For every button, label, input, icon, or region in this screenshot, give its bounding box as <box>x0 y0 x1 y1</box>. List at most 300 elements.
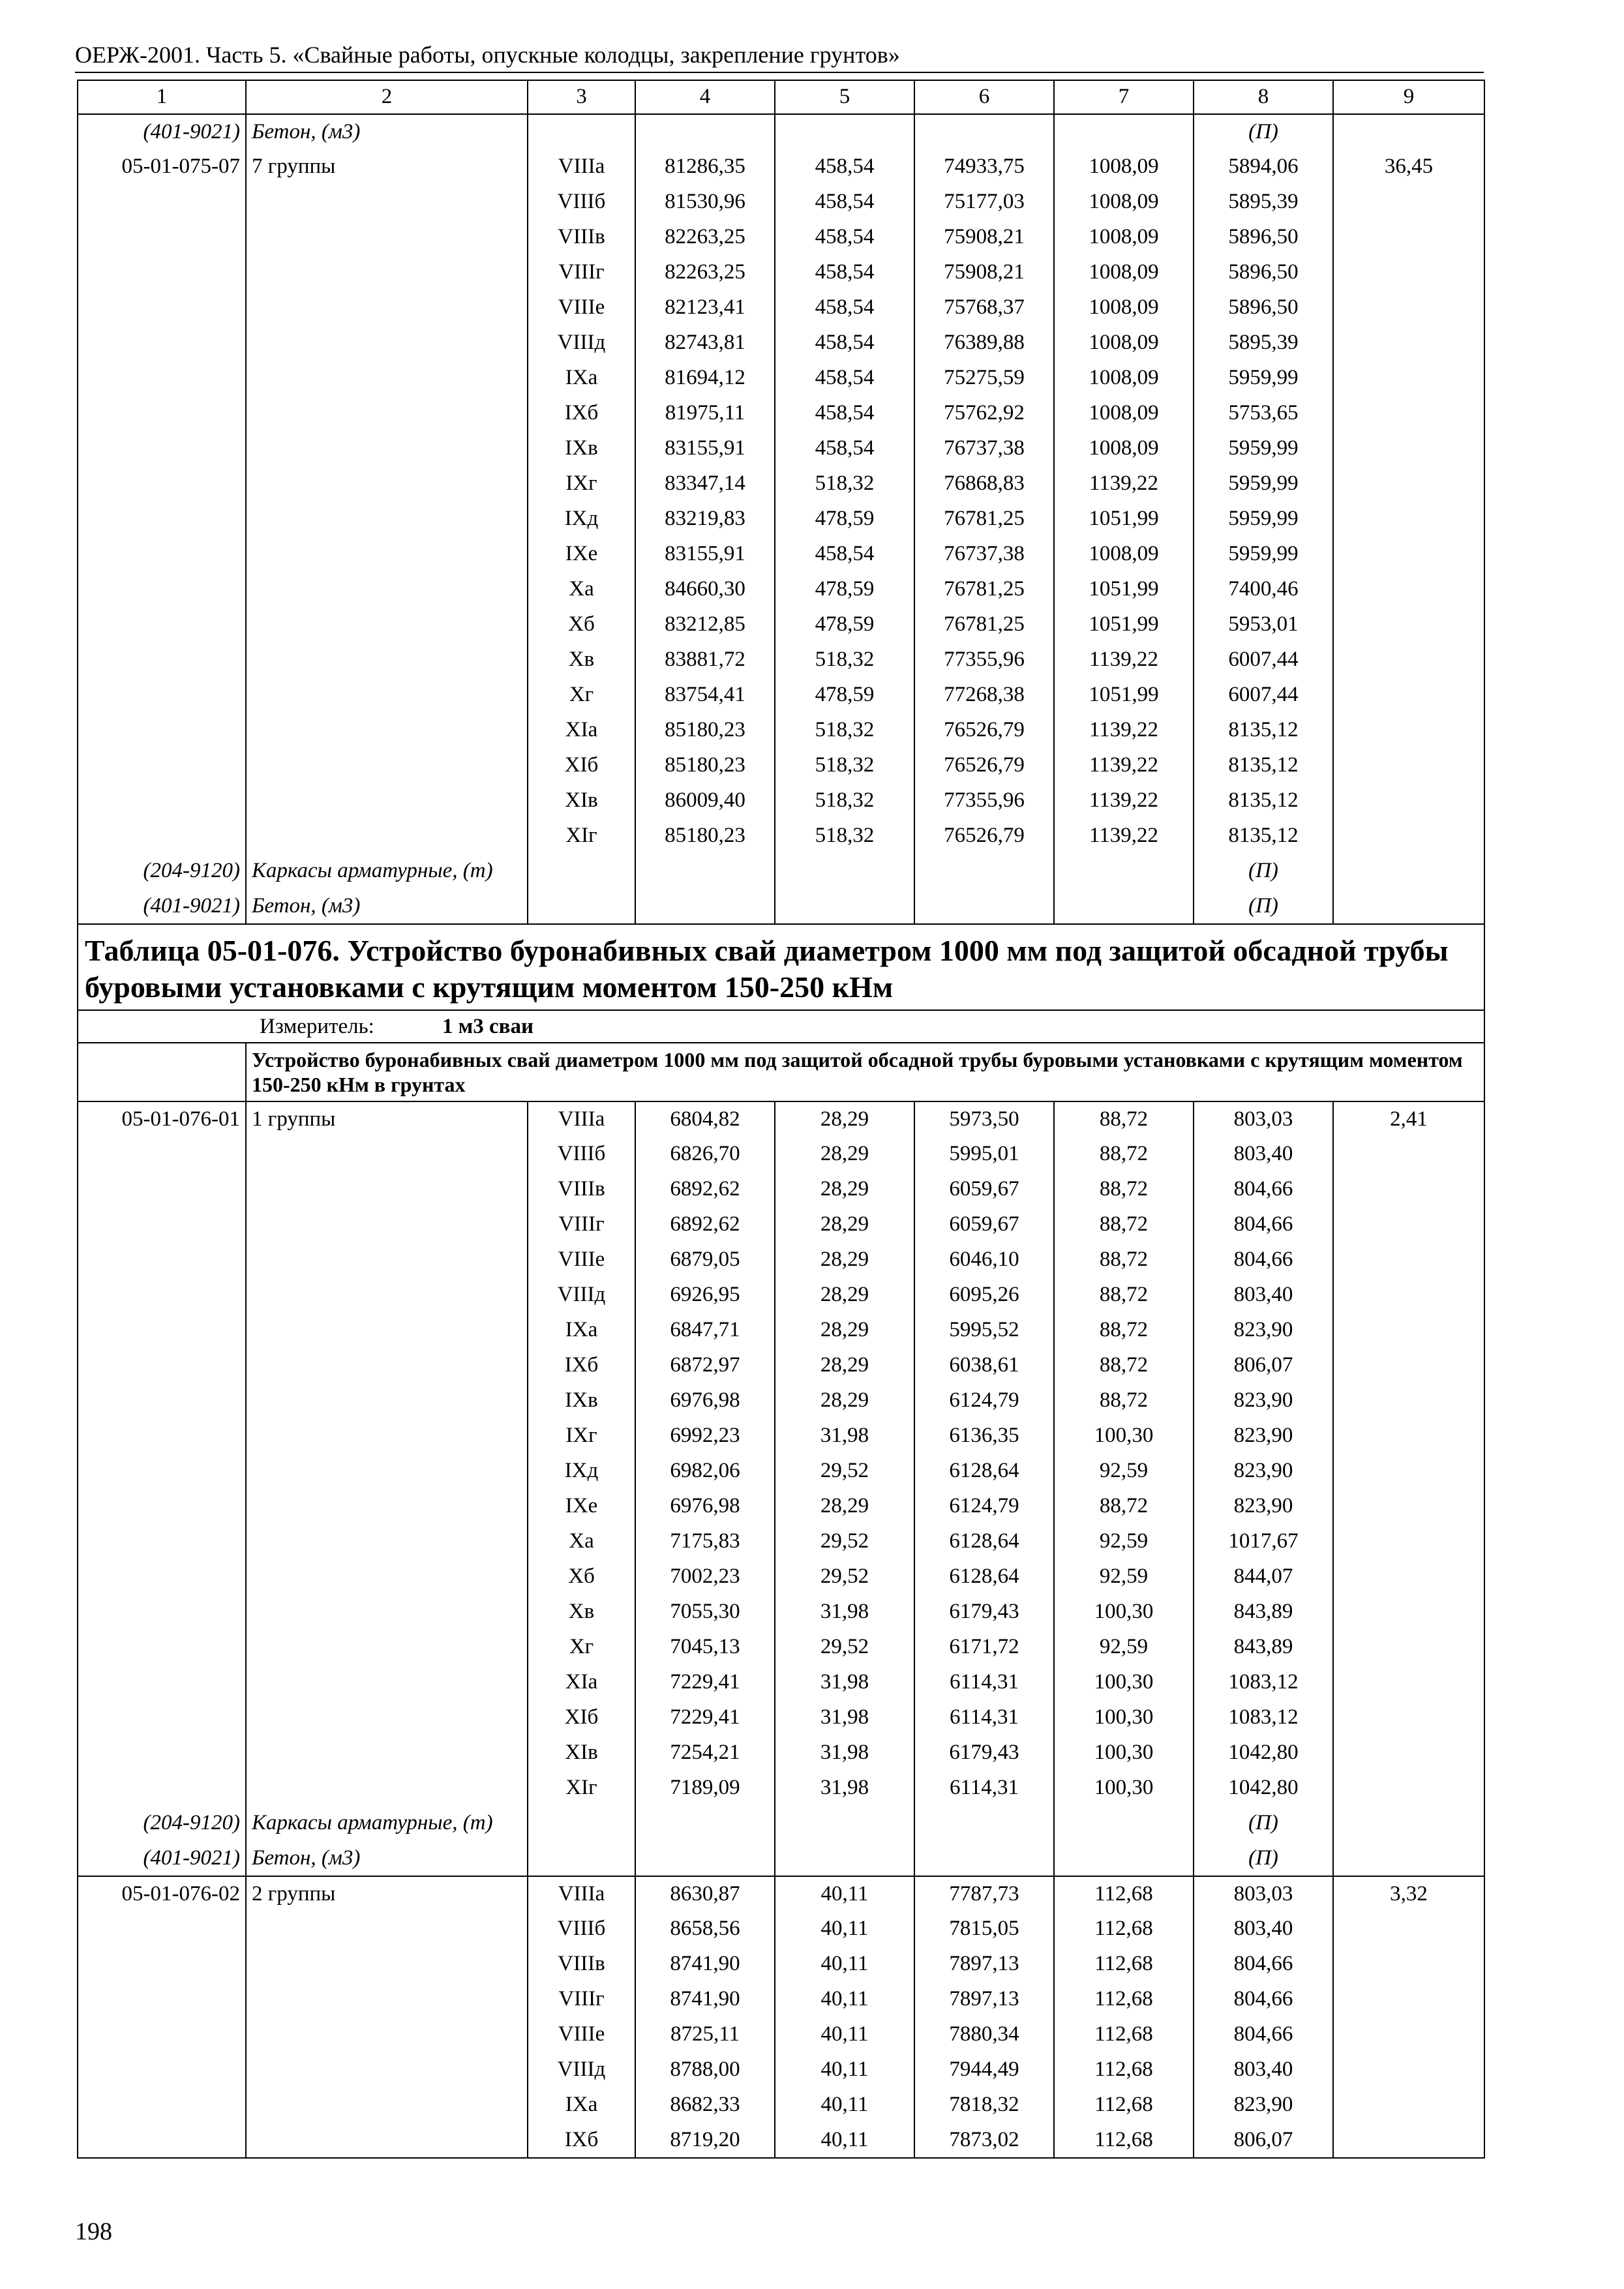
value-cell: 7045,13 <box>635 1630 775 1665</box>
soil-category: VIIIг <box>528 1207 635 1242</box>
value-cell: 458,54 <box>775 537 914 572</box>
resource-row <box>78 854 1484 889</box>
value-cell: 6982,06 <box>635 1454 775 1489</box>
empty-cell <box>246 572 528 607</box>
rate-row <box>78 642 1484 678</box>
rate-row <box>78 361 1484 396</box>
value-cell: 75762,92 <box>914 396 1054 431</box>
value-cell: 5953,01 <box>1194 607 1333 642</box>
empty-cell <box>78 1454 246 1489</box>
empty-cell <box>1333 1454 1484 1489</box>
empty-cell <box>78 185 246 220</box>
empty-cell <box>78 572 246 607</box>
measure-value: 1 м3 сваи <box>442 1015 534 1038</box>
value-cell: 803,40 <box>1194 1278 1333 1313</box>
value-cell: 76526,79 <box>914 818 1054 854</box>
rate-row <box>78 1911 1484 1947</box>
value-cell: 518,32 <box>775 783 914 818</box>
empty-cell <box>635 1841 775 1876</box>
value-cell: 88,72 <box>1054 1348 1194 1383</box>
empty-cell <box>246 1242 528 1278</box>
value-cell: 88,72 <box>1054 1137 1194 1172</box>
value-cell: 1008,09 <box>1054 290 1194 325</box>
empty-cell <box>1333 466 1484 501</box>
rate-row <box>78 748 1484 783</box>
rate-row <box>78 1454 1484 1489</box>
empty-cell <box>1333 185 1484 220</box>
value-cell: 806,07 <box>1194 2123 1333 2158</box>
value-cell: 8630,87 <box>635 1876 775 1911</box>
value-cell: 7175,83 <box>635 1524 775 1559</box>
empty-cell <box>1333 361 1484 396</box>
value-cell: 6059,67 <box>914 1207 1054 1242</box>
soil-group: 1 группы <box>246 1101 528 1137</box>
empty-cell <box>528 1841 635 1876</box>
empty-cell <box>246 290 528 325</box>
rate-row <box>78 1348 1484 1383</box>
empty-cell <box>914 114 1054 149</box>
value-cell: 83155,91 <box>635 431 775 466</box>
rate-row <box>78 1489 1484 1524</box>
table-title-row <box>78 924 1484 1010</box>
rate-row <box>78 2052 1484 2087</box>
rate-row <box>78 1982 1484 2017</box>
value-cell: 5959,99 <box>1194 537 1333 572</box>
empty-cell <box>78 1559 246 1594</box>
value-cell: 75177,03 <box>914 185 1054 220</box>
empty-cell <box>246 1418 528 1454</box>
value-cell: 6007,44 <box>1194 678 1333 713</box>
empty-cell <box>78 361 246 396</box>
value-cell: 40,11 <box>775 1982 914 2017</box>
header-rule <box>75 72 1484 73</box>
empty-cell <box>246 501 528 537</box>
value-cell: 112,68 <box>1054 1911 1194 1947</box>
value-cell: 7880,34 <box>914 2017 1054 2052</box>
soil-category: Xв <box>528 642 635 678</box>
value-cell: 83347,14 <box>635 466 775 501</box>
value-cell: 76781,25 <box>914 572 1054 607</box>
value-cell: 92,59 <box>1054 1630 1194 1665</box>
value-cell: 804,66 <box>1194 1947 1333 1982</box>
rate-row <box>78 1630 1484 1665</box>
value-cell: 1008,09 <box>1054 185 1194 220</box>
value-cell: 100,30 <box>1054 1594 1194 1630</box>
value-cell: 29,52 <box>775 1524 914 1559</box>
resource-code: (401-9021) <box>78 1841 246 1876</box>
rate-row <box>78 1735 1484 1771</box>
empty-cell <box>1333 1207 1484 1242</box>
value-cell: 40,11 <box>775 1947 914 1982</box>
value-cell: 40,11 <box>775 2052 914 2087</box>
value-cell: 823,90 <box>1194 1454 1333 1489</box>
value-cell: 86009,40 <box>635 783 775 818</box>
empty-cell <box>78 1242 246 1278</box>
table-subtitle: Устройство буронабивных свай диаметром 1000 мм под защитой обсадной трубы буровыми установками с крутящим моментом 150-250 кНм в грунтах <box>246 1043 1484 1101</box>
value-cell: 804,66 <box>1194 1207 1333 1242</box>
value-cell: 1139,22 <box>1054 818 1194 854</box>
value-cell: 28,29 <box>775 1242 914 1278</box>
empty-cell <box>1333 1947 1484 1982</box>
rate-row <box>78 1559 1484 1594</box>
value-cell: 31,98 <box>775 1735 914 1771</box>
value-cell: 81530,96 <box>635 185 775 220</box>
empty-cell <box>78 1043 246 1101</box>
value-cell: 28,29 <box>775 1313 914 1348</box>
empty-cell <box>1333 607 1484 642</box>
rate-row <box>78 1137 1484 1172</box>
subtitle-row <box>78 1043 1484 1101</box>
empty-cell <box>246 2017 528 2052</box>
soil-category: Xв <box>528 1594 635 1630</box>
value-cell: 85180,23 <box>635 713 775 748</box>
value-cell: 7944,49 <box>914 2052 1054 2087</box>
value-cell: 6847,71 <box>635 1313 775 1348</box>
soil-category: VIIIб <box>528 185 635 220</box>
value-cell: 75908,21 <box>914 220 1054 255</box>
soil-category: Xа <box>528 1524 635 1559</box>
soil-category: XIг <box>528 818 635 854</box>
empty-cell <box>1333 290 1484 325</box>
rate-row <box>78 431 1484 466</box>
empty-cell <box>78 1630 246 1665</box>
rates-table <box>77 80 1485 2159</box>
soil-category: VIIIг <box>528 1982 635 2017</box>
column-number: 9 <box>1333 80 1484 114</box>
empty-cell <box>78 1383 246 1418</box>
value-cell: 5959,99 <box>1194 431 1333 466</box>
soil-category: VIIIд <box>528 2052 635 2087</box>
empty-cell <box>78 1665 246 1700</box>
column-number: 6 <box>914 80 1054 114</box>
empty-cell <box>78 537 246 572</box>
rate-row <box>78 255 1484 290</box>
rate-row <box>78 572 1484 607</box>
value-cell: 458,54 <box>775 149 914 185</box>
empty-cell <box>246 325 528 361</box>
value-cell: 8741,90 <box>635 1947 775 1982</box>
value-cell: 7055,30 <box>635 1594 775 1630</box>
value-cell: 83212,85 <box>635 607 775 642</box>
value-cell: 843,89 <box>1194 1594 1333 1630</box>
empty-cell <box>246 1524 528 1559</box>
value-cell: 88,72 <box>1054 1207 1194 1242</box>
empty-cell <box>1333 2087 1484 2123</box>
value-cell: 6171,72 <box>914 1630 1054 1665</box>
empty-cell <box>1333 1630 1484 1665</box>
value-cell: 803,03 <box>1194 1101 1333 1137</box>
empty-cell <box>1333 1911 1484 1947</box>
rate-code: 05-01-076-02 <box>78 1876 246 1911</box>
value-cell: 29,52 <box>775 1454 914 1489</box>
rate-row <box>78 1101 1484 1137</box>
value-cell: 6128,64 <box>914 1524 1054 1559</box>
column-number: 3 <box>528 80 635 114</box>
value-cell: 6892,62 <box>635 1207 775 1242</box>
value-cell: 6872,97 <box>635 1348 775 1383</box>
value-cell: 5894,06 <box>1194 149 1333 185</box>
value-cell: 478,59 <box>775 572 914 607</box>
value-cell: 518,32 <box>775 466 914 501</box>
empty-cell <box>78 1771 246 1806</box>
rate-row <box>78 678 1484 713</box>
value-cell: 8135,12 <box>1194 748 1333 783</box>
soil-category: IXв <box>528 1383 635 1418</box>
soil-category: IXд <box>528 1454 635 1489</box>
value-cell: 81694,12 <box>635 361 775 396</box>
empty-cell <box>78 396 246 431</box>
empty-cell <box>1054 854 1194 889</box>
rate-row <box>78 325 1484 361</box>
column-number: 8 <box>1194 80 1333 114</box>
value-cell: 40,11 <box>775 1876 914 1911</box>
soil-category: IXе <box>528 537 635 572</box>
soil-category: IXг <box>528 1418 635 1454</box>
resource-name: Бетон, (м3) <box>246 889 528 924</box>
value-cell: 76781,25 <box>914 607 1054 642</box>
value-cell: 6059,67 <box>914 1172 1054 1207</box>
value-cell: 6179,43 <box>914 1735 1054 1771</box>
value-cell: 112,68 <box>1054 2087 1194 2123</box>
soil-category: IXа <box>528 2087 635 2123</box>
empty-cell <box>78 1911 246 1947</box>
empty-cell <box>246 1383 528 1418</box>
labor-value: 36,45 <box>1333 149 1484 185</box>
soil-category: VIIIв <box>528 1172 635 1207</box>
column-number: 5 <box>775 80 914 114</box>
soil-category: Xг <box>528 678 635 713</box>
empty-cell <box>1333 537 1484 572</box>
value-cell: 88,72 <box>1054 1172 1194 1207</box>
value-cell: 85180,23 <box>635 748 775 783</box>
empty-cell <box>1333 572 1484 607</box>
resource-name: Каркасы арматурные, (т) <box>246 1806 528 1841</box>
rate-row <box>78 1278 1484 1313</box>
value-cell: 7229,41 <box>635 1665 775 1700</box>
labor-value: 2,41 <box>1333 1101 1484 1137</box>
value-cell: 29,52 <box>775 1559 914 1594</box>
empty-cell <box>1333 1383 1484 1418</box>
rate-row <box>78 466 1484 501</box>
value-cell: 6114,31 <box>914 1771 1054 1806</box>
empty-cell <box>1333 783 1484 818</box>
value-cell: 100,30 <box>1054 1771 1194 1806</box>
value-cell: 74933,75 <box>914 149 1054 185</box>
empty-cell <box>1333 818 1484 854</box>
empty-cell <box>246 783 528 818</box>
value-cell: 6976,98 <box>635 1489 775 1524</box>
soil-category: VIIIв <box>528 1947 635 1982</box>
soil-category: IXб <box>528 396 635 431</box>
value-cell: 6046,10 <box>914 1242 1054 1278</box>
empty-cell <box>246 220 528 255</box>
soil-category: XIг <box>528 1771 635 1806</box>
value-cell: 1051,99 <box>1054 678 1194 713</box>
rate-row <box>78 1594 1484 1630</box>
empty-cell <box>1333 2052 1484 2087</box>
empty-cell <box>78 1313 246 1348</box>
value-cell: 112,68 <box>1054 2052 1194 2087</box>
soil-category: IXг <box>528 466 635 501</box>
value-cell: 1139,22 <box>1054 713 1194 748</box>
value-cell: 518,32 <box>775 642 914 678</box>
soil-category: VIIIд <box>528 325 635 361</box>
value-cell: 6976,98 <box>635 1383 775 1418</box>
value-cell: 76526,79 <box>914 713 1054 748</box>
rate-row <box>78 290 1484 325</box>
empty-cell <box>1333 1418 1484 1454</box>
empty-cell <box>914 1841 1054 1876</box>
empty-cell <box>246 1982 528 2017</box>
value-cell: 6007,44 <box>1194 642 1333 678</box>
empty-cell <box>246 361 528 396</box>
empty-cell <box>528 114 635 149</box>
value-cell: 1008,09 <box>1054 149 1194 185</box>
value-cell: 8725,11 <box>635 2017 775 2052</box>
empty-cell <box>246 2052 528 2087</box>
empty-cell <box>246 466 528 501</box>
soil-category: VIIIд <box>528 1278 635 1313</box>
empty-cell <box>78 818 246 854</box>
value-cell: 806,07 <box>1194 1348 1333 1383</box>
value-cell: 88,72 <box>1054 1489 1194 1524</box>
resource-code: (401-9021) <box>78 889 246 924</box>
value-cell: 8719,20 <box>635 2123 775 2158</box>
value-cell: 7787,73 <box>914 1876 1054 1911</box>
value-cell: 28,29 <box>775 1101 914 1137</box>
rate-row <box>78 1700 1484 1735</box>
value-cell: 88,72 <box>1054 1242 1194 1278</box>
empty-cell <box>78 1700 246 1735</box>
empty-cell <box>1333 1559 1484 1594</box>
rate-row <box>78 607 1484 642</box>
empty-cell <box>246 1454 528 1489</box>
value-cell: 8658,56 <box>635 1911 775 1947</box>
value-cell: 823,90 <box>1194 1383 1333 1418</box>
value-cell: 7254,21 <box>635 1735 775 1771</box>
resource-flag: (П) <box>1194 1841 1333 1876</box>
value-cell: 6124,79 <box>914 1383 1054 1418</box>
soil-category: VIIIа <box>528 1101 635 1137</box>
soil-category: VIIIб <box>528 1137 635 1172</box>
empty-cell <box>246 1735 528 1771</box>
rate-row <box>78 2087 1484 2123</box>
soil-category: XIа <box>528 1665 635 1700</box>
empty-cell <box>1333 678 1484 713</box>
value-cell: 518,32 <box>775 748 914 783</box>
value-cell: 518,32 <box>775 713 914 748</box>
value-cell: 1051,99 <box>1054 501 1194 537</box>
resource-row <box>78 114 1484 149</box>
value-cell: 8741,90 <box>635 1982 775 2017</box>
value-cell: 804,66 <box>1194 1982 1333 2017</box>
value-cell: 1139,22 <box>1054 748 1194 783</box>
value-cell: 76737,38 <box>914 537 1054 572</box>
empty-cell <box>1333 748 1484 783</box>
rate-row <box>78 1172 1484 1207</box>
empty-cell <box>246 396 528 431</box>
rate-row <box>78 1665 1484 1700</box>
value-cell: 823,90 <box>1194 1418 1333 1454</box>
rate-row <box>78 2017 1484 2052</box>
value-cell: 82743,81 <box>635 325 775 361</box>
value-cell: 1051,99 <box>1054 572 1194 607</box>
value-cell: 76868,83 <box>914 466 1054 501</box>
value-cell: 5959,99 <box>1194 361 1333 396</box>
empty-cell <box>246 1172 528 1207</box>
value-cell: 1017,67 <box>1194 1524 1333 1559</box>
empty-cell <box>635 114 775 149</box>
value-cell: 1139,22 <box>1054 466 1194 501</box>
column-number: 2 <box>246 80 528 114</box>
value-cell: 28,29 <box>775 1207 914 1242</box>
empty-cell <box>1054 1841 1194 1876</box>
value-cell: 804,66 <box>1194 1172 1333 1207</box>
empty-cell <box>78 1278 246 1313</box>
rate-row <box>78 1947 1484 1982</box>
value-cell: 478,59 <box>775 678 914 713</box>
empty-cell <box>246 678 528 713</box>
empty-cell <box>1333 854 1484 889</box>
empty-cell <box>635 1806 775 1841</box>
empty-cell <box>246 1947 528 1982</box>
empty-cell <box>1333 325 1484 361</box>
resource-row <box>78 1806 1484 1841</box>
empty-cell <box>1333 2017 1484 2052</box>
resource-flag: (П) <box>1194 889 1333 924</box>
measure-cell <box>78 1010 1484 1043</box>
soil-category: IXв <box>528 431 635 466</box>
empty-cell <box>246 1700 528 1735</box>
value-cell: 81975,11 <box>635 396 775 431</box>
value-cell: 83219,83 <box>635 501 775 537</box>
empty-cell <box>78 1348 246 1383</box>
value-cell: 28,29 <box>775 1172 914 1207</box>
value-cell: 76781,25 <box>914 501 1054 537</box>
value-cell: 28,29 <box>775 1489 914 1524</box>
value-cell: 458,54 <box>775 185 914 220</box>
value-cell: 40,11 <box>775 2087 914 2123</box>
empty-cell <box>1333 220 1484 255</box>
empty-cell <box>775 1806 914 1841</box>
soil-category: VIIIб <box>528 1911 635 1947</box>
value-cell: 82123,41 <box>635 290 775 325</box>
empty-cell <box>914 854 1054 889</box>
value-cell: 112,68 <box>1054 2017 1194 2052</box>
empty-cell <box>246 2087 528 2123</box>
empty-cell <box>78 1947 246 1982</box>
empty-cell <box>1333 255 1484 290</box>
value-cell: 843,89 <box>1194 1630 1333 1665</box>
soil-category: VIIIе <box>528 2017 635 2052</box>
resource-code: (204-9120) <box>78 1806 246 1841</box>
rate-row <box>78 1771 1484 1806</box>
value-cell: 803,40 <box>1194 2052 1333 2087</box>
empty-cell <box>78 1137 246 1172</box>
value-cell: 82263,25 <box>635 220 775 255</box>
value-cell: 83881,72 <box>635 642 775 678</box>
value-cell: 8682,33 <box>635 2087 775 2123</box>
value-cell: 6826,70 <box>635 1137 775 1172</box>
value-cell: 1139,22 <box>1054 642 1194 678</box>
value-cell: 28,29 <box>775 1348 914 1383</box>
rate-row <box>78 1207 1484 1242</box>
rate-row <box>78 1313 1484 1348</box>
empty-cell <box>635 889 775 924</box>
value-cell: 112,68 <box>1054 1876 1194 1911</box>
empty-cell <box>246 1278 528 1313</box>
value-cell: 5959,99 <box>1194 501 1333 537</box>
